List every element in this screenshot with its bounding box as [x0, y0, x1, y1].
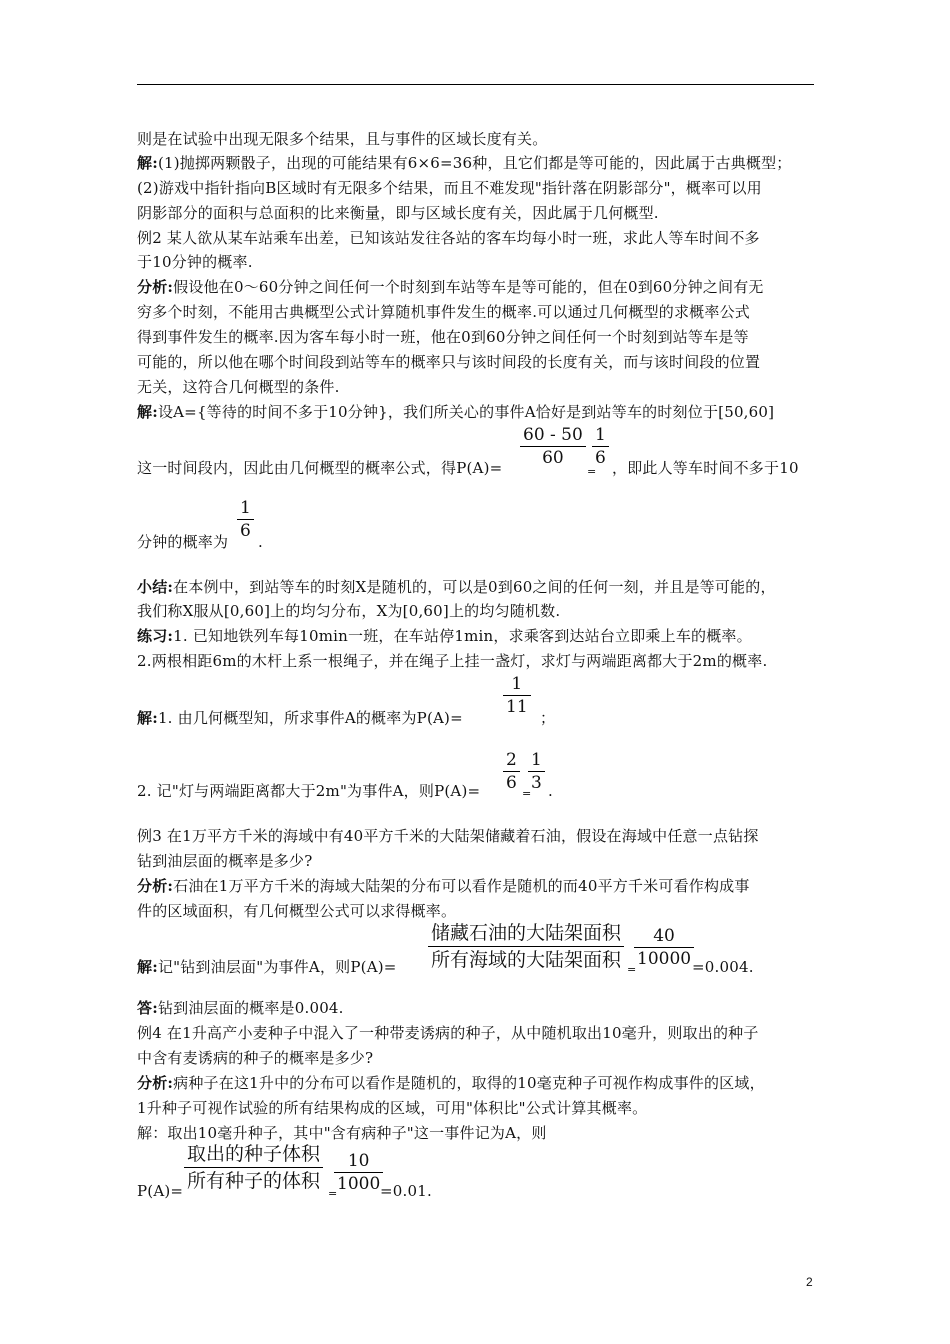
text-line: [137, 876, 750, 896]
text-line: 得到事件发生的概率.因为客车每小时一班，他在0到60分钟之间任何一个时刻到站等车是等: [137, 328, 749, 346]
fraction: $\frac{40}{10000}$: [634, 925, 694, 970]
text-line: [137, 402, 774, 422]
text: 假设他在0～60分钟之间任何一个时刻到车站等车是等可能的，但在0到60分钟之间有无: [173, 278, 764, 296]
text-line: 穷多个时刻，不能用古典概型公式计算随机事件发生的概率.可以通过几何概型的求概率公式: [137, 303, 750, 321]
label-solution: 解:: [137, 709, 158, 727]
page-number: 2: [806, 1275, 813, 1289]
text-line: 钻到油层面的概率是多少?: [137, 852, 313, 870]
text: 记"钻到油层面"为事件A，则P(A)=: [157, 958, 397, 976]
label-solution: 解:: [137, 154, 158, 172]
text-line: 1升种子可视作试验的所有结果构成的区域，可用"体积比"公式计算其概率。: [137, 1099, 648, 1117]
text-line: 我们称X服从[0,60]上的均匀分布，X为[0,60]上的均匀随机数.: [137, 602, 561, 620]
fraction: $\frac{2}{6}$: [503, 749, 520, 794]
text: 在本例中，到站等车的时刻X是随机的，可以是0到60之间的任何一刻，并且是等可能的，: [173, 578, 776, 596]
text-line: 则是在试验中出现无限多个结果，且与事件的区域长度有关。: [137, 130, 548, 148]
label-practice: 练习:: [137, 627, 174, 645]
text-line: =0.004.: [692, 958, 754, 976]
text-line: P(A)=: [137, 1182, 184, 1200]
fraction: 取出的种子体积 所有种子的体积: [184, 1141, 323, 1194]
text-line: 例2 某人欲从某车站乘车出差，已知该站发往各站的客车均每小时一班，求此人等车时间不多: [137, 229, 760, 247]
label-analysis: 分析:: [137, 877, 174, 895]
label-solution: 解:: [137, 958, 158, 976]
text-line: [137, 998, 344, 1018]
text-line: 中含有麦诱病的种子的概率是多少?: [137, 1049, 374, 1067]
text-line: 无关，这符合几何概型的条件.: [137, 378, 340, 396]
text: 石油在1万平方千米的海域大陆架的分布可以看作是随机的而40平方千米可看作构成事: [173, 877, 750, 895]
text-line: (2)游戏中指针指向B区域时有无限多个结果，而且不难发现"指针落在阴影部分"，概率可以用: [137, 179, 762, 197]
label-summary: 小结:: [137, 578, 174, 596]
label-analysis: 分析:: [137, 1074, 174, 1092]
text-line: [137, 577, 776, 597]
fraction: $\frac{1}{6}$: [237, 497, 254, 542]
text-line: 这一时间段内，因此由几何概型的概率公式，得P(A)=: [137, 459, 503, 477]
text-line: [137, 708, 463, 728]
text-line: 例4 在1升高产小麦种子中混入了一种带麦诱病的种子，从中随机取出10毫升，则取出的种子: [137, 1024, 759, 1042]
fraction: 储藏石油的大陆架面积 所有海域的大陆架面积: [428, 920, 624, 973]
text-line: [137, 277, 764, 297]
text-line: [137, 153, 792, 173]
text: 设A={等待的时间不多于10分钟}，我们所关心的事件A恰好是到站等车的时刻位于[50,60]: [157, 403, 775, 421]
text: 1. 由几何概型知，所求事件A的概率为P(A)=: [157, 709, 463, 727]
text-line: =0.01.: [380, 1182, 432, 1200]
fraction: $\frac{60 - 50}{60}$: [520, 424, 586, 469]
text: 1. 已知地铁列车每10min一班，在车站停1min，求乘客到达站台立即乘上车的概率。: [173, 627, 752, 645]
label-analysis: 分析:: [137, 278, 174, 296]
text-line: 可能的，所以他在哪个时间段到站等车的概率只与该时间段的长度有关，而与该时间段的位置: [137, 353, 761, 371]
text: (1)抛掷两颗骰子，出现的可能结果有6×6=36种，且它们都是等可能的，因此属于古典概型；: [157, 154, 792, 172]
text-line: 于10分钟的概率.: [137, 253, 253, 271]
fraction: $\frac{1}{11}$: [503, 673, 531, 718]
text-line: [137, 1073, 765, 1093]
fraction: $\frac{10}{1000}$: [334, 1150, 383, 1195]
text-line: [137, 626, 752, 646]
text-line: 解：取出10毫升种子，其中"含有病种子"这一事件记为A，则: [137, 1124, 547, 1142]
text-line: ，即此人等车时间不多于10: [612, 459, 799, 477]
fraction: $\frac{1}{6}$: [592, 424, 609, 469]
text-line: 阴影部分的面积与总面积的比来衡量，即与区域长度有关，因此属于几何概型.: [137, 204, 659, 222]
text-line: 2. 记"灯与两端距离都大于2m"为事件A，则P(A)=: [137, 782, 481, 800]
text-line: 2.两根相距6m的木杆上系一根绳子，并在绳子上挂一盏灯，求灯与两端距离都大于2m的概率.: [137, 652, 768, 670]
text: 病种子在这1升中的分布可以看作是随机的，取得的10毫克种子可视作构成事件的区域，: [173, 1074, 765, 1092]
text-line: 分钟的概率为: [137, 533, 229, 551]
label-solution: 解:: [137, 403, 158, 421]
label-answer: 答:: [137, 999, 158, 1017]
text: 钻到油层面的概率是0.004.: [157, 999, 344, 1017]
text-line: 件的区域面积，有几何概型公式可以求得概率。: [137, 902, 457, 920]
header-rule: [137, 84, 814, 85]
fraction: $\frac{1}{3}$: [528, 749, 545, 794]
text-line: [137, 957, 397, 977]
text-line: 例3 在1万平方千米的海域中有40平方千米的大陆架储藏着石油，假设在海域中任意一点钻探: [137, 827, 759, 845]
